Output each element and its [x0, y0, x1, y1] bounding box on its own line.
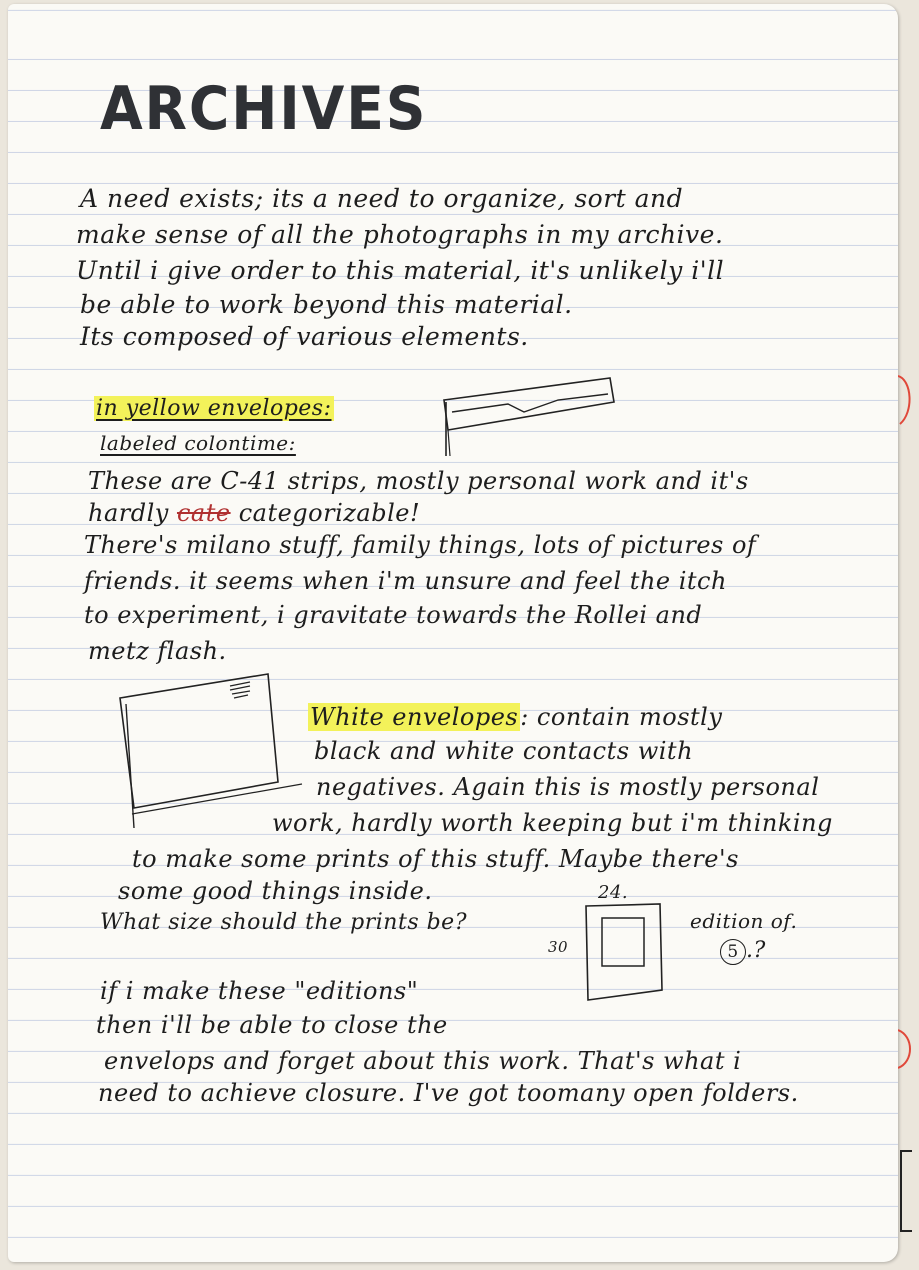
paragraph-line: metz flash. — [88, 637, 227, 665]
paragraph-line: some good things inside. — [118, 877, 433, 905]
yellow-envelopes-heading — [94, 394, 334, 424]
paragraph-line: There's milano stuff, family things, lots of pictures of — [84, 531, 757, 559]
edition-label: edition of. — [690, 909, 798, 933]
yellow-envelopes-sublabel: labeled colontime: — [100, 431, 296, 455]
notebook-page — [8, 4, 898, 1262]
text-span: hardly — [88, 499, 177, 527]
dimension-width-label: 24. — [598, 882, 629, 903]
highlighted-text: White envelopes — [310, 703, 519, 731]
paragraph-line: A need exists; its a need to organize, sort and — [80, 184, 684, 213]
paragraph-line: be able to work beyond this material. — [80, 290, 573, 319]
paragraph-line: Until i give order to this material, it's unlikely i'll — [76, 256, 725, 285]
paragraph-line: need to achieve closure. I've got toomany open folders. — [98, 1079, 799, 1107]
paragraph-line: then i'll be able to close the — [96, 1011, 448, 1039]
strikethrough-text: cate — [176, 499, 231, 527]
adjacent-page-mark — [898, 372, 919, 436]
white-envelopes-line — [308, 702, 722, 732]
text-span: categorizable! — [230, 499, 421, 527]
highlighted-text: in yellow envelopes: — [96, 396, 332, 421]
paragraph-line: These are C-41 strips, mostly personal work and it's — [88, 467, 749, 495]
paragraph-line: envelops and forget about this work. That's what i — [104, 1047, 742, 1075]
paragraph-line: black and white contacts with — [314, 737, 694, 765]
print-size-question: What size should the prints be? — [100, 910, 467, 935]
paragraph-line: make sense of all the photographs in my archive. — [76, 220, 724, 249]
paragraph-line: Its composed of various elements. — [80, 322, 529, 351]
paragraph-line — [88, 498, 420, 528]
adjacent-page-mark — [898, 1026, 919, 1080]
paragraph-line: if i make these "editions" — [100, 977, 419, 1005]
edition-number-circle: 5 — [720, 939, 746, 965]
dimension-height-label: 30 — [548, 938, 569, 956]
paragraph-line: negatives. Again this is mostly personal — [316, 773, 820, 801]
print-frame-sketch — [578, 902, 668, 1002]
adjacent-page-mark — [900, 1150, 912, 1232]
edition-suffix: .? — [746, 938, 766, 963]
edition-count — [720, 936, 766, 966]
paragraph-line: to experiment, i gravitate towards the Rollei and — [84, 601, 703, 629]
paragraph-line: work, hardly worth keeping but i'm thinking — [272, 809, 833, 837]
page-title: ARCHIVES — [100, 74, 428, 144]
film-strip-sketch — [438, 372, 624, 468]
text-span: : contain mostly — [520, 703, 723, 731]
paragraph-line: to make some prints of this stuff. Maybe there's — [132, 845, 739, 873]
paragraph-line: friends. it seems when i'm unsure and feel the itch — [84, 567, 727, 595]
